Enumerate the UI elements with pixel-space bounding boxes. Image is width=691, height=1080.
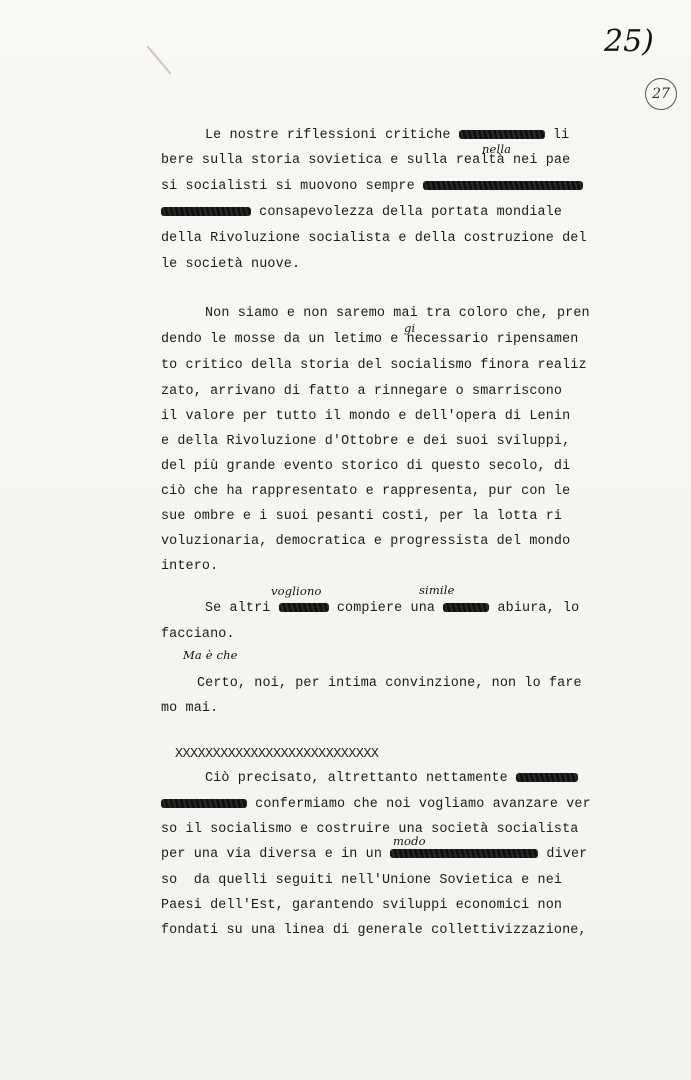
page-number-handwritten: 25) bbox=[604, 24, 654, 59]
text-line: consapevolezza della portata mondiale bbox=[161, 205, 562, 220]
text-line: sue ombre e i suoi pesanti costi, per la lotta ri bbox=[161, 509, 563, 524]
text-line: ciò che ha rappresentato e rappresenta, pur con le bbox=[161, 484, 571, 499]
text-line: Certo, noi, per intima convinzione, non lo fare bbox=[197, 676, 582, 691]
pencil-mark bbox=[147, 46, 172, 75]
typed-text-body bbox=[161, 128, 591, 938]
text-line: to critico della storia del socialismo finora realiz bbox=[161, 358, 587, 373]
handwritten-insert: vogliono bbox=[271, 584, 322, 598]
typed-strikeout-line: XXXXXXXXXXXXXXXXXXXXXXXXXXX bbox=[175, 747, 379, 762]
text-line: il valore per tutto il mondo e dell'opera di Lenin bbox=[161, 409, 571, 424]
text-line: dendo le mosse da un letimo e necessario ripensamen bbox=[161, 332, 579, 347]
crossed-out-word bbox=[161, 799, 247, 808]
text-line: della Rivoluzione socialista e della costruzione del bbox=[161, 231, 587, 246]
handwritten-insert: nella bbox=[482, 142, 512, 156]
handwritten-insert: gi bbox=[404, 321, 416, 335]
text-line: Non siamo e non saremo mai tra coloro che, pren bbox=[205, 306, 590, 321]
circled-archive-number: 27 bbox=[645, 78, 677, 110]
handwritten-insert: modo bbox=[393, 834, 426, 848]
crossed-out-word bbox=[516, 773, 578, 782]
text-line: per una via diversa e in un diver bbox=[161, 847, 588, 862]
text-line: intero. bbox=[161, 559, 219, 574]
crossed-out-phrase bbox=[390, 849, 538, 858]
text-line: Paesi dell'Est, garantendo sviluppi economici non bbox=[161, 898, 563, 913]
handwritten-insert: simile bbox=[419, 583, 455, 597]
text-line: fondati su una linea di generale collettivizzazione, bbox=[161, 923, 587, 938]
crossed-out-word bbox=[459, 130, 545, 139]
crossed-out-phrase bbox=[161, 207, 251, 216]
text-line: confermiamo che noi vogliamo avanzare ver bbox=[161, 797, 591, 812]
handwritten-insert: Ma è che bbox=[183, 648, 238, 662]
crossed-out-word bbox=[279, 603, 329, 612]
text-line: Ciò precisato, altrettanto nettamente bbox=[205, 771, 578, 786]
text-line: Se altri compiere una abiura, lo bbox=[205, 601, 580, 616]
text-line: si socialisti si muovono sempre bbox=[161, 179, 583, 194]
text-line: so il socialismo e costruire una società socialista bbox=[161, 822, 579, 837]
text-line: bere sulla storia sovietica e sulla realtà nei pae bbox=[161, 153, 571, 168]
crossed-out-phrase bbox=[423, 181, 583, 190]
text-line: zato, arrivano di fatto a rinnegare o smarriscono bbox=[161, 384, 563, 399]
text-line: del più grande evento storico di questo secolo, di bbox=[161, 459, 571, 474]
crossed-out-word bbox=[443, 603, 489, 612]
text-line: e della Rivoluzione d'Ottobre e dei suoi sviluppi, bbox=[161, 434, 571, 449]
text-line: le società nuove. bbox=[161, 257, 301, 272]
text-line: so da quelli seguiti nell'Unione Sovietica e nei bbox=[161, 873, 563, 888]
text-line: facciano. bbox=[161, 627, 235, 642]
text-line: voluzionaria, democratica e progressista del mondo bbox=[161, 534, 571, 549]
text-line: mo mai. bbox=[161, 701, 219, 716]
text-line: Le nostre riflessioni critiche li bbox=[205, 128, 570, 143]
